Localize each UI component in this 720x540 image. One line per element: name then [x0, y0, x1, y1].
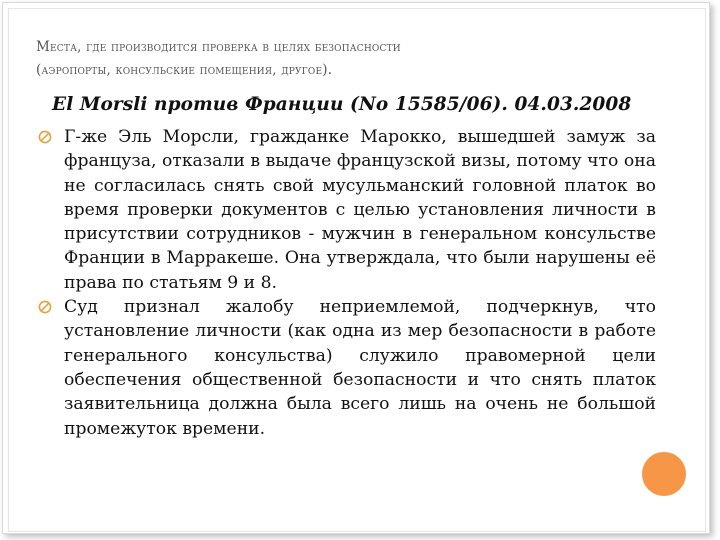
heading-line-2: (аэропорты, консульские помещения, другое).	[36, 62, 333, 78]
case-title: El Morsli против Франции (No 15585/06). 04.03.2008	[52, 94, 632, 115]
bullet-icon	[38, 130, 52, 144]
bullet-list	[36, 125, 656, 441]
bullet-text-2: Суд признал жалобу неприемлемой, подчеркнув, что установление личности (как одна из мер безопасности в работе генерального консульства) служило правомерной цели обеспечения общественной безопасности и что снять платок заявительница должна была всего лишь на очень не большой промежуток времени.	[64, 297, 656, 439]
bullet-item-1	[36, 125, 656, 295]
bullet-icon	[38, 300, 52, 314]
bullet-item-2	[36, 295, 656, 441]
slide-heading	[36, 36, 636, 82]
heading-line-1: Места, где производится проверка в целях безопасности	[36, 39, 401, 55]
bullet-text-1: Г-же Эль Морсли, гражданке Марокко, вышедшей замуж за француза, отказали в выдаче французской визы, потому что она не согласилась снять свой мусульманский головной платок во время проверки документов с целью установления личности в присутствии сотрудников - мужчин в генеральном консульстве Франции в Марракеше. Она утверждала, что были нарушены её права по статьям 9 и 8.	[64, 127, 656, 293]
decorative-orange-circle	[642, 452, 686, 496]
